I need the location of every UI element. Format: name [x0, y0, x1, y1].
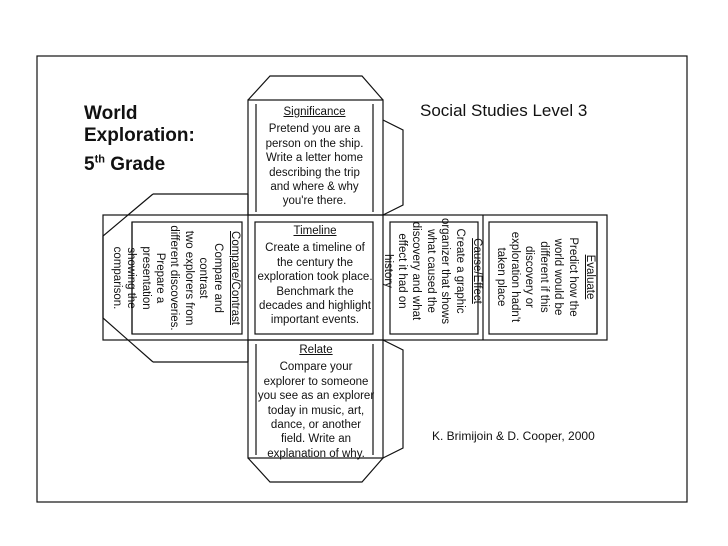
- cause-effect-text: Create a graphic organizer that shows what caused the discovery and what effect it had on history: [381, 217, 466, 325]
- timeline-text: Create a timeline of the century the exploration took place. Benchmark the decades and highlight important events.: [257, 242, 373, 327]
- bottom-flap: [248, 458, 383, 482]
- top-flap: [248, 76, 383, 100]
- timeline-title: Timeline: [293, 225, 337, 237]
- cause-effect-panel: [381, 215, 484, 327]
- evaluate-text: Predict how the world would be different if this discovery or exploration hadn't taken place: [494, 231, 579, 323]
- author-credit: K. Brimijoin & D. Cooper, 2000: [432, 429, 595, 443]
- grade-label: 5th Grade: [84, 153, 166, 175]
- evaluate-panel: [489, 221, 597, 333]
- significance-title: Significance: [283, 106, 346, 118]
- evaluate-title: Evaluate: [584, 254, 596, 300]
- timeline-panel: [250, 224, 380, 328]
- significance-text: Pretend you are a person on the ship. Write a letter home describing the trip and where & why you're there.: [265, 123, 364, 208]
- compare-contrast-title: Compare/Contrast: [229, 231, 241, 325]
- relate-panel: [250, 343, 382, 461]
- compare-contrast-panel: [110, 222, 242, 334]
- worksheet-title: World: [84, 103, 138, 124]
- cause-effect-title: Cause/Effect: [471, 238, 483, 304]
- relate-text: Compare your explorer to someone you see as an explorer today in music, art, dance, or another field. Write an explanation of why.: [257, 361, 375, 460]
- worksheet-subtitle: Exploration:: [84, 125, 195, 146]
- relate-title: Relate: [299, 344, 333, 356]
- significance-panel: [256, 105, 373, 209]
- compare-contrast-text: Compare and contrast two explorers from different discoveries. Prepare a presentation showing the comparison.: [110, 225, 224, 331]
- level-label: Social Studies Level 3: [420, 101, 588, 120]
